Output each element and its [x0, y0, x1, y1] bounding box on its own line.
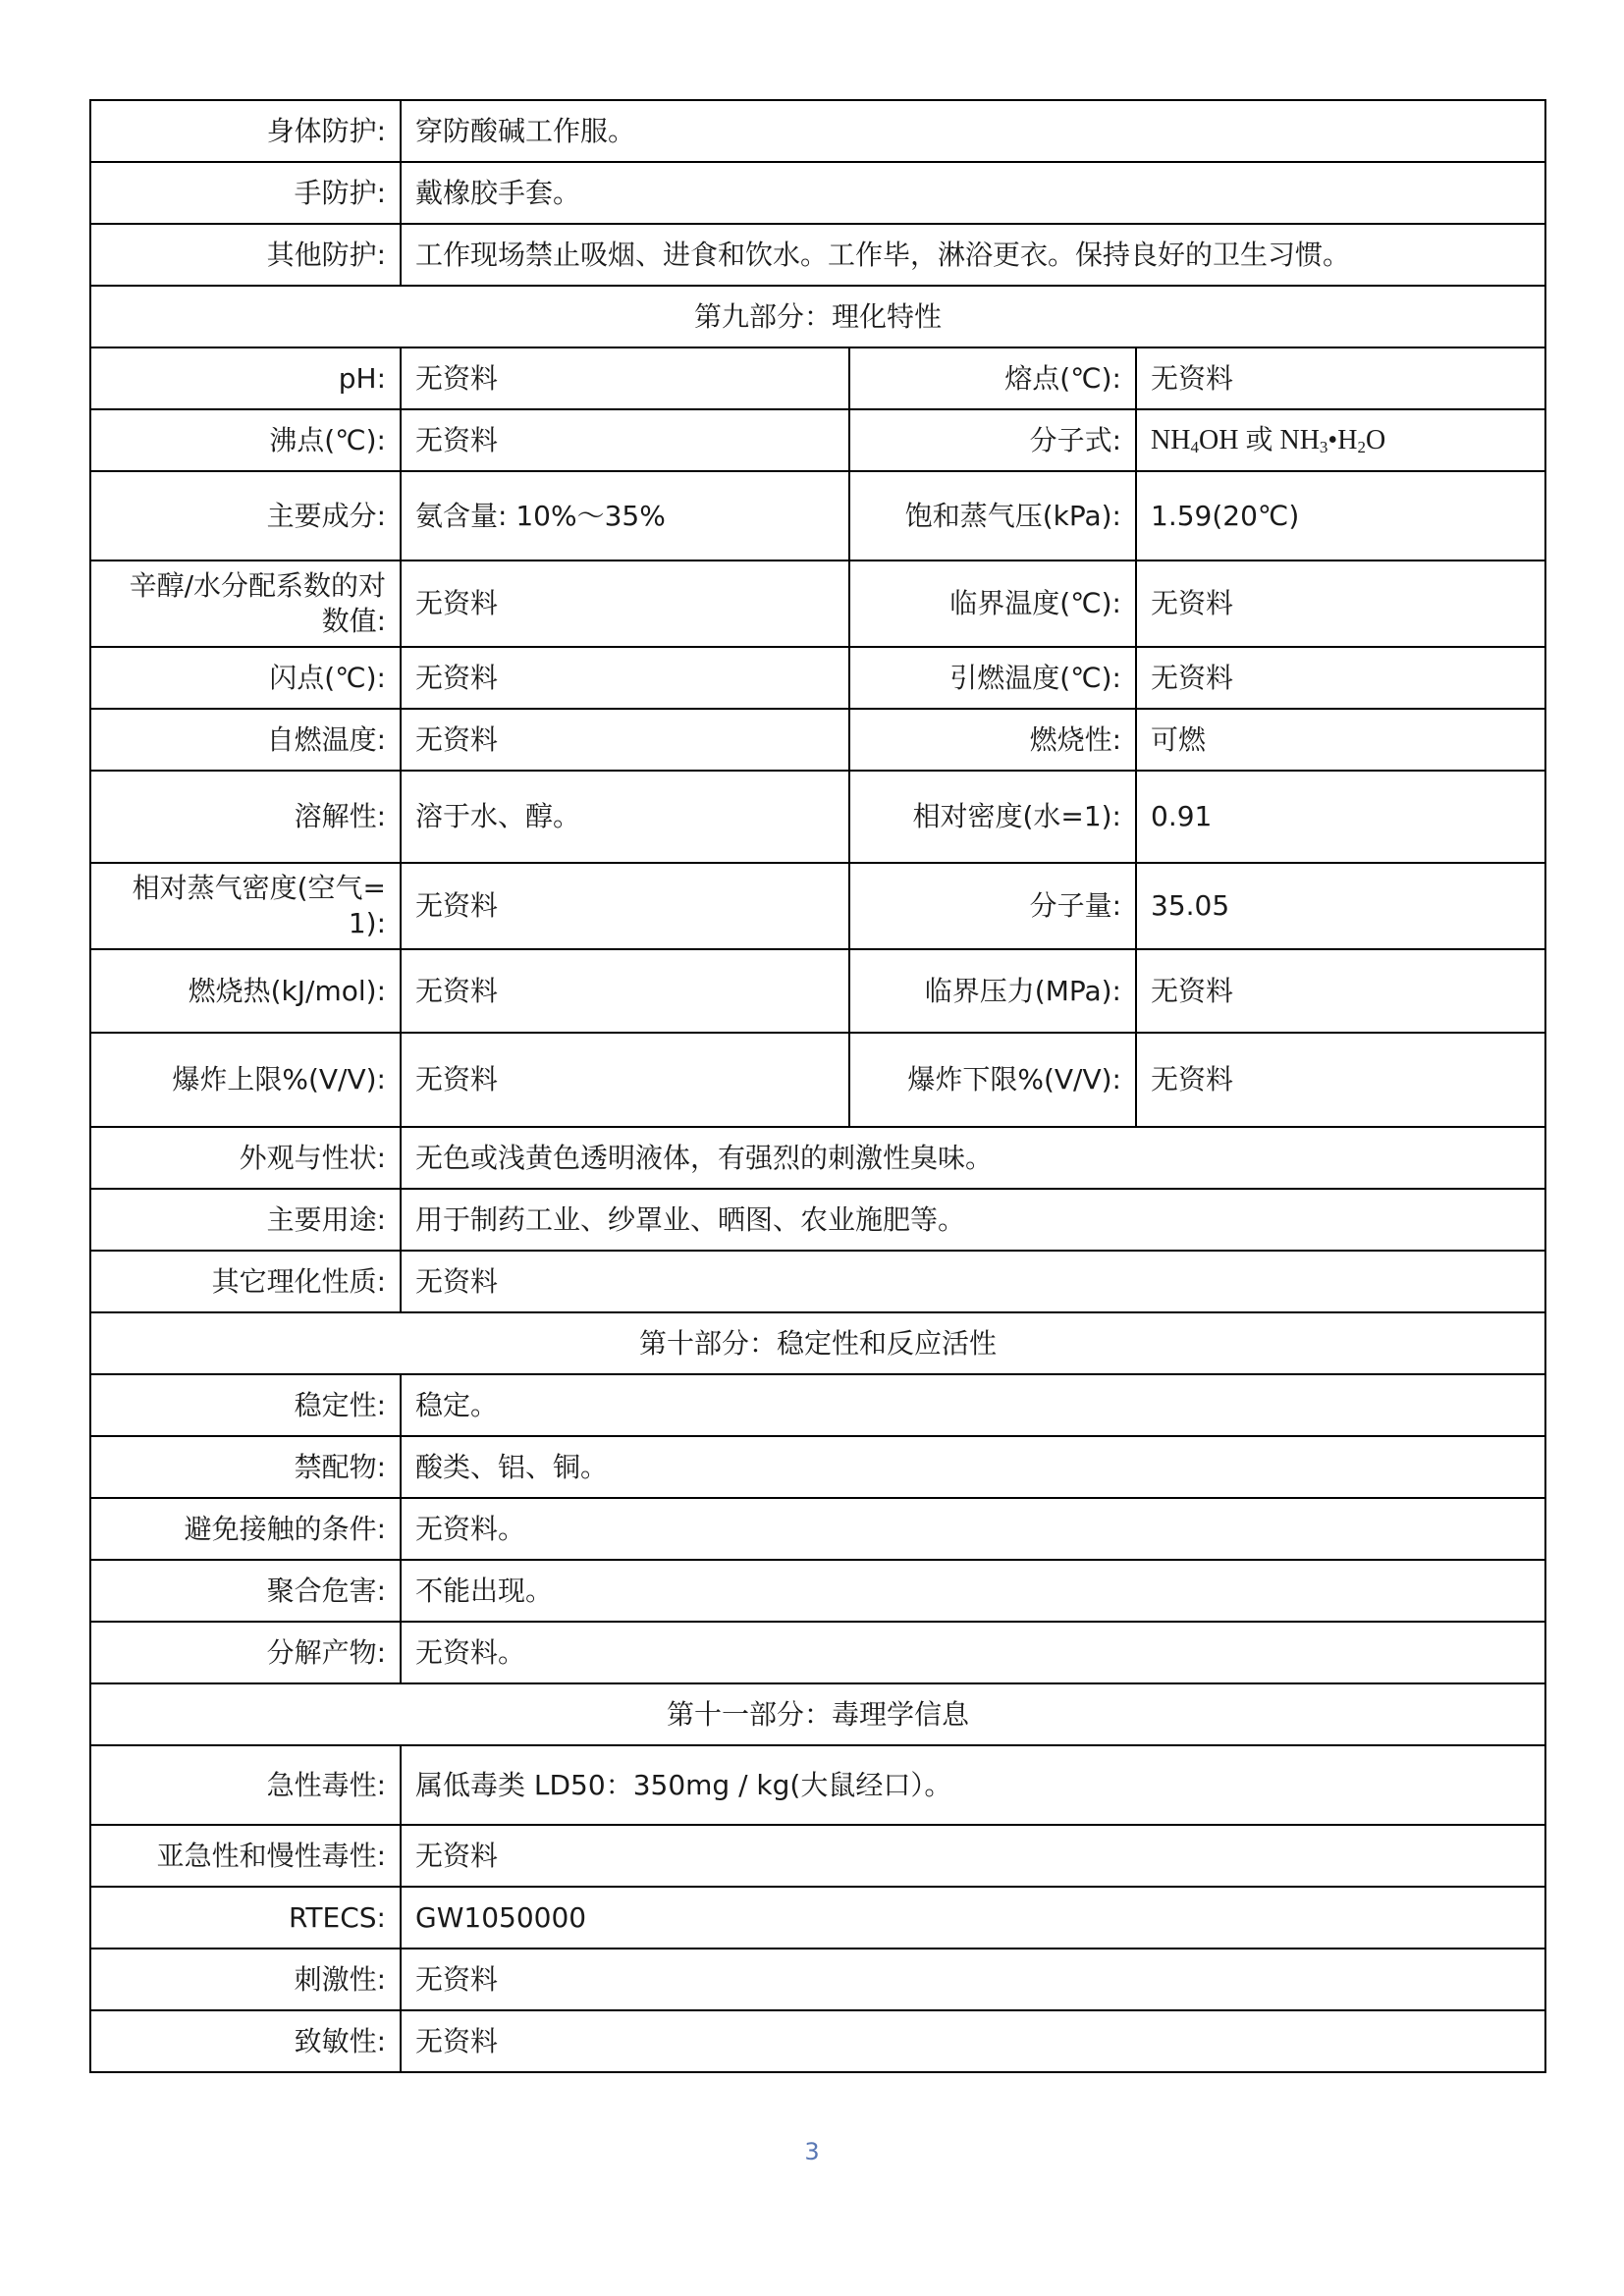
- section-header-row: [90, 286, 1545, 347]
- row-label: 亚急性和慢性毒性:: [90, 1825, 401, 1887]
- table-row: [90, 1949, 1545, 2010]
- table-row: [90, 949, 1545, 1033]
- row-label: 急性毒性:: [90, 1745, 401, 1825]
- row-value: 无色或浅黄色透明液体，有强烈的刺激性臭味。: [401, 1127, 1545, 1189]
- row-value: 属低毒类 LD50：350mg / kg(大鼠经口）。: [401, 1745, 1545, 1825]
- property-label: 闪点(℃):: [90, 647, 401, 709]
- row-value: 戴橡胶手套。: [401, 162, 1545, 224]
- property-label: 燃烧性:: [849, 709, 1136, 771]
- property-label: 爆炸上限%(V/V):: [90, 1033, 401, 1127]
- property-label: 分子量:: [849, 863, 1136, 949]
- property-label: 分子式:: [849, 409, 1136, 471]
- table-row: [90, 863, 1545, 949]
- row-label: 身体防护:: [90, 100, 401, 162]
- property-value: 溶于水、醇。: [401, 771, 849, 863]
- table-row: [90, 471, 1545, 561]
- property-label: 临界压力(MPa):: [849, 949, 1136, 1033]
- row-label: 刺激性:: [90, 1949, 401, 2010]
- page-number: 3: [804, 2138, 820, 2165]
- row-label: 禁配物:: [90, 1436, 401, 1498]
- formula-text: $NH_4OH$ 或 $NH_3•H_2O$: [1151, 424, 1386, 456]
- row-label: 避免接触的条件:: [90, 1498, 401, 1560]
- row-value: GW1050000: [401, 1887, 1545, 1949]
- row-label: 分解产物:: [90, 1622, 401, 1683]
- table-row: [90, 1189, 1545, 1251]
- property-value: 无资料: [1136, 1033, 1545, 1127]
- table-row: [90, 1374, 1545, 1436]
- row-label: 手防护:: [90, 162, 401, 224]
- row-value: 无资料: [401, 1825, 1545, 1887]
- table-row: [90, 771, 1545, 863]
- row-label: 外观与性状:: [90, 1127, 401, 1189]
- table-row: [90, 1825, 1545, 1887]
- row-value: 无资料: [401, 1251, 1545, 1312]
- row-value: 不能出现。: [401, 1560, 1545, 1622]
- property-value: 无资料: [1136, 949, 1545, 1033]
- property-value: 无资料: [1136, 347, 1545, 409]
- molecular-formula: [1136, 409, 1545, 471]
- property-value: 无资料: [401, 347, 849, 409]
- property-label: 熔点(℃):: [849, 347, 1136, 409]
- row-value: 工作现场禁止吸烟、进食和饮水。工作毕，淋浴更衣。保持良好的卫生习惯。: [401, 224, 1545, 286]
- row-value: 穿防酸碱工作服。: [401, 100, 1545, 162]
- row-label: 主要用途:: [90, 1189, 401, 1251]
- property-label: 辛醇/水分配系数的对数值:: [90, 561, 401, 647]
- table-row: [90, 1436, 1545, 1498]
- section-header-row: [90, 1683, 1545, 1745]
- row-label: 稳定性:: [90, 1374, 401, 1436]
- section-title: 第十部分：稳定性和反应活性: [90, 1312, 1545, 1374]
- property-label: 相对密度(水=1):: [849, 771, 1136, 863]
- property-label: 燃烧热(kJ/mol):: [90, 949, 401, 1033]
- table-row: [90, 347, 1545, 409]
- row-label: 其它理化性质:: [90, 1251, 401, 1312]
- table-row: [90, 1251, 1545, 1312]
- row-value: 酸类、铝、铜。: [401, 1436, 1545, 1498]
- table-row: [90, 709, 1545, 771]
- section-title: 第九部分：理化特性: [90, 286, 1545, 347]
- property-value: 无资料: [1136, 647, 1545, 709]
- property-label: pH:: [90, 347, 401, 409]
- property-value: 可燃: [1136, 709, 1545, 771]
- table-row: [90, 100, 1545, 162]
- property-label: 自燃温度:: [90, 709, 401, 771]
- property-label: 溶解性:: [90, 771, 401, 863]
- property-label: 主要成分:: [90, 471, 401, 561]
- table-row: [90, 1498, 1545, 1560]
- table-row: [90, 162, 1545, 224]
- section-title: 第十一部分：毒理学信息: [90, 1683, 1545, 1745]
- table-row: [90, 1622, 1545, 1683]
- table-row: [90, 647, 1545, 709]
- row-label: 聚合危害:: [90, 1560, 401, 1622]
- property-value: 无资料: [401, 647, 849, 709]
- property-label: 相对蒸气密度(空气=1):: [90, 863, 401, 949]
- property-label: 引燃温度(℃):: [849, 647, 1136, 709]
- property-label: 临界温度(℃):: [849, 561, 1136, 647]
- property-value: 无资料: [401, 561, 849, 647]
- row-label: 其他防护:: [90, 224, 401, 286]
- row-label: RTECS:: [90, 1887, 401, 1949]
- row-value: 无资料。: [401, 1498, 1545, 1560]
- property-value: 无资料: [401, 1033, 849, 1127]
- property-label: 沸点(℃):: [90, 409, 401, 471]
- section-header-row: [90, 1312, 1545, 1374]
- property-label: 饱和蒸气压(kPa):: [849, 471, 1136, 561]
- row-value: 无资料: [401, 1949, 1545, 2010]
- row-value: 无资料: [401, 2010, 1545, 2072]
- table-row: [90, 1887, 1545, 1949]
- property-label: 爆炸下限%(V/V):: [849, 1033, 1136, 1127]
- property-value: 无资料: [401, 863, 849, 949]
- property-value: 0.91: [1136, 771, 1545, 863]
- property-value: 1.59(20℃): [1136, 471, 1545, 561]
- row-value: 无资料。: [401, 1622, 1545, 1683]
- msds-page: [89, 99, 1544, 2073]
- table-row: [90, 1033, 1545, 1127]
- table-row: [90, 224, 1545, 286]
- property-value: 无资料: [401, 409, 849, 471]
- row-value: 用于制药工业、纱罩业、晒图、农业施肥等。: [401, 1189, 1545, 1251]
- table-row: [90, 2010, 1545, 2072]
- property-value: 无资料: [1136, 561, 1545, 647]
- row-label: 致敏性:: [90, 2010, 401, 2072]
- row-value: 稳定。: [401, 1374, 1545, 1436]
- property-value: 35.05: [1136, 863, 1545, 949]
- msds-table: [89, 99, 1546, 2073]
- table-row: [90, 561, 1545, 647]
- property-value: 氨含量: 10%～35%: [401, 471, 849, 561]
- table-row: [90, 1560, 1545, 1622]
- property-value: 无资料: [401, 709, 849, 771]
- table-row: [90, 1127, 1545, 1189]
- table-row: [90, 409, 1545, 471]
- table-row: [90, 1745, 1545, 1825]
- property-value: 无资料: [401, 949, 849, 1033]
